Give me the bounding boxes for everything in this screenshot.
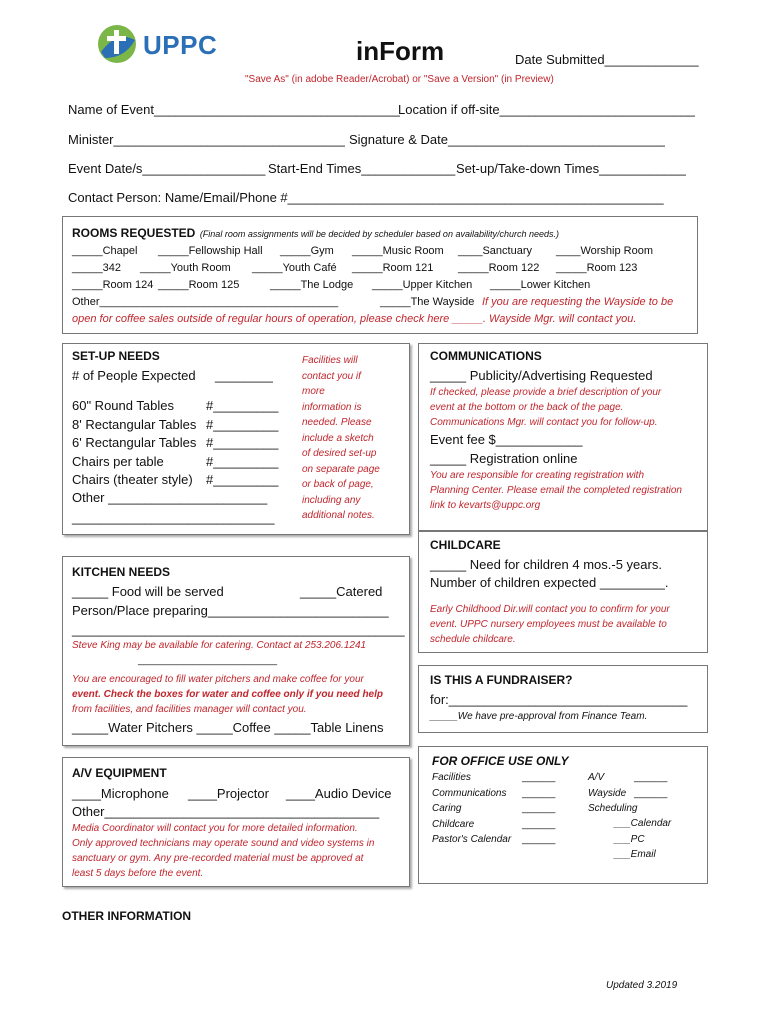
food-served-checkbox[interactable]: _____ Food will be served xyxy=(72,584,224,599)
childcare-need-checkbox[interactable]: _____ Need for children 4 mos.-5 years. xyxy=(430,557,662,572)
kitchen-note-1: You are encouraged to fill water pitchers and make coffee for your xyxy=(72,674,364,685)
setup-heading: SET-UP NEEDS xyxy=(72,349,160,363)
room-checkbox[interactable]: _____Room 125 xyxy=(158,279,240,291)
event-dates-field[interactable]: Event Date/s_________________ xyxy=(68,161,266,176)
start-end-field[interactable]: Start-End Times_____________ xyxy=(268,161,456,176)
room-checkbox[interactable]: _____Chapel xyxy=(72,245,138,257)
office-dept-field[interactable]: ______ xyxy=(634,787,668,799)
comm-note-line: Planning Center. Please email the completed registration xyxy=(430,485,682,496)
room-checkbox[interactable]: _____Music Room xyxy=(352,245,444,257)
setup-item-label: Chairs per table xyxy=(72,453,164,469)
room-checkbox[interactable]: ____Sanctuary xyxy=(458,245,532,257)
office-dept-label: A/V xyxy=(588,772,605,783)
office-dept-field[interactable]: ______ xyxy=(522,787,556,799)
av-note-line: least 5 days before the event. xyxy=(72,868,204,879)
comm-note-line: If checked, please provide a brief description of your xyxy=(430,387,662,398)
minister-field[interactable]: Minister________________________________ xyxy=(68,132,345,147)
setup-item-label: Chairs (theater style) xyxy=(72,472,193,487)
setup-other-line[interactable]: ____________________________ xyxy=(72,510,275,525)
av-other-field[interactable]: Other______________________________________ xyxy=(72,804,380,819)
comm-note-line: You are responsible for creating registration with xyxy=(430,470,645,481)
cross-logo-icon xyxy=(95,22,139,66)
rooms-note: (Final room assignments will be decided by scheduler based on availability/church needs.) xyxy=(199,229,559,239)
form-title: inForm xyxy=(356,36,445,66)
date-submitted[interactable]: Date Submitted_____________ xyxy=(515,52,699,67)
office-sched-field[interactable]: ___Calendar xyxy=(614,818,672,829)
rooms-other[interactable]: Other_______________________________________ xyxy=(72,296,339,308)
setup-takedown-field[interactable]: Set-up/Take-down Times____________ xyxy=(456,161,686,176)
people-expected-field[interactable]: ________ xyxy=(215,368,273,383)
facilities-note-line: on separate page xyxy=(302,463,380,475)
steve-line: _________________________ xyxy=(138,655,278,666)
kitchen-note-2: event. Check the boxes for water and coffee only if you need help xyxy=(72,689,384,700)
office-dept-label: Facilities xyxy=(432,772,471,783)
setup-item-label: 60" Round Tables xyxy=(72,398,174,413)
office-dept-label: Childcare xyxy=(432,818,475,830)
rooms-heading-line xyxy=(72,224,559,242)
facilities-note-line: of desired set-up xyxy=(302,448,377,459)
location-field[interactable]: Location if off-site___________________________ xyxy=(398,102,695,117)
fundraiser-approval[interactable]: _____We have pre-approval from Finance Team. xyxy=(430,711,648,722)
room-checkbox[interactable]: _____Gym xyxy=(280,245,334,257)
av-note-line: Media Coordinator will contact you for more detailed information. xyxy=(72,823,358,834)
setup-item-field[interactable]: #_________ xyxy=(206,398,279,413)
room-checkbox[interactable]: _____342 xyxy=(72,262,121,274)
facilities-note-line: information is xyxy=(302,401,362,413)
room-checkbox[interactable]: ____Worship Room xyxy=(556,245,654,257)
room-checkbox[interactable]: _____Youth Room xyxy=(140,262,231,274)
catered-checkbox[interactable]: _____Catered xyxy=(300,584,383,599)
room-checkbox[interactable]: _____Room 122 xyxy=(458,262,540,274)
office-dept-label: Scheduling xyxy=(588,803,638,814)
office-dept-field[interactable]: ______ xyxy=(522,803,556,814)
room-checkbox[interactable]: _____Room 121 xyxy=(352,262,434,274)
facilities-note-line: additional notes. xyxy=(302,510,375,521)
person-preparing-field[interactable]: Person/Place preparing_________________________ xyxy=(72,603,389,618)
room-checkbox[interactable]: _____Room 123 xyxy=(556,262,638,274)
office-dept-label: Caring xyxy=(432,803,462,814)
kitchen-note-3: from facilities, and facilities manager will contact you. xyxy=(72,704,307,715)
other-information-heading: OTHER INFORMATION xyxy=(62,909,192,923)
room-checkbox[interactable]: _____Room 124 xyxy=(72,279,154,291)
office-dept-field[interactable]: ______ xyxy=(634,772,668,783)
wayside-note-2: open for coffee sales outside of regular hours of operation, please check here _____. Wayside Mgr. will contact you. xyxy=(72,313,637,325)
office-dept-field[interactable]: ______ xyxy=(522,818,556,830)
projector-checkbox[interactable]: ____Projector xyxy=(188,786,269,801)
wayside-note-1: If you are requesting the Wayside to be xyxy=(482,296,674,308)
av-heading: A/V EQUIPMENT xyxy=(72,766,167,780)
facilities-note-line: or back of page, xyxy=(302,479,374,490)
save-note: "Save As" (in adobe Reader/Acrobat) or "Save a Version" (in Preview) xyxy=(245,74,554,85)
av-note-line: Only approved technicians may operate sound and video systems in xyxy=(72,838,375,849)
signature-field[interactable]: Signature & Date______________________________ xyxy=(349,132,665,147)
communications-heading: COMMUNICATIONS xyxy=(430,349,542,363)
kitchen-line[interactable]: ______________________________________________ xyxy=(72,622,405,637)
childcare-note-line: event. UPPC nursery employees must be available to xyxy=(430,619,667,630)
comm-note-line: event at the bottom or the back of the page. xyxy=(430,402,624,413)
office-dept-label: Pastor's Calendar xyxy=(432,834,512,845)
setup-item-field[interactable]: #_________ xyxy=(206,435,279,450)
facilities-note-line: more xyxy=(302,386,325,397)
office-sched-field[interactable]: ___Email xyxy=(614,849,656,860)
steve-note: Steve King may be available for catering. Contact at 253.206.1241 xyxy=(72,640,367,651)
event-fee-field[interactable]: Event fee $____________ xyxy=(430,432,583,447)
room-checkbox[interactable]: _____The Lodge xyxy=(270,279,354,291)
audio-device-checkbox[interactable]: ____Audio Device xyxy=(286,786,392,801)
room-checkbox[interactable]: _____Lower Kitchen xyxy=(490,279,591,291)
fundraiser-for-field[interactable]: for:_________________________________ xyxy=(430,692,688,707)
facilities-note-line: contact you if xyxy=(302,370,361,382)
setup-item-label: 6' Rectangular Tables xyxy=(72,435,197,450)
childcare-heading: CHILDCARE xyxy=(430,538,501,552)
room-checkbox[interactable]: _____Fellowship Hall xyxy=(158,245,263,257)
room-checkbox[interactable]: _____Youth Café xyxy=(252,262,337,274)
microphone-checkbox[interactable]: ____Microphone xyxy=(72,786,169,801)
comm-note-line: Communications Mgr. will contact you for follow-up. xyxy=(430,417,658,428)
kitchen-heading: KITCHEN NEEDS xyxy=(72,565,171,579)
kitchen-items[interactable]: _____Water Pitchers _____Coffee _____Table Linens xyxy=(72,720,384,735)
setup-other-field[interactable]: Other ______________________ xyxy=(72,490,268,505)
av-note-line: sanctuary or gym. Any pre-recorded material must be approved at xyxy=(72,853,364,864)
comm-note-line: link to kevarts@uppc.org xyxy=(430,500,541,511)
facilities-note-line: Facilities will xyxy=(302,355,358,366)
setup-item-field[interactable]: #_________ xyxy=(206,472,279,487)
setup-item-field[interactable]: #_________ xyxy=(206,416,279,432)
facilities-note-line: including any xyxy=(302,494,361,506)
logo xyxy=(95,22,225,66)
office-dept-label: Wayside xyxy=(588,787,627,799)
setup-item-field[interactable]: #_________ xyxy=(206,453,279,469)
name-of-event-field[interactable]: Name of Event__________________________________ xyxy=(68,102,400,117)
facilities-note-line: include a sketch xyxy=(302,432,374,444)
rooms-heading: ROOMS REQUESTED xyxy=(72,226,196,240)
childcare-note-line: Early Childhood Dir.will contact you to confirm for your xyxy=(430,604,670,615)
contact-field[interactable]: Contact Person: Name/Email/Phone #____________________________________________________ xyxy=(68,190,664,205)
office-dept-field[interactable]: ______ xyxy=(522,834,556,845)
childcare-note-line: schedule childcare. xyxy=(430,634,516,645)
office-dept-field[interactable]: ______ xyxy=(522,772,556,783)
childcare-number-field[interactable]: Number of children expected _________. xyxy=(430,575,669,590)
updated-date: Updated 3.2019 xyxy=(606,980,678,991)
rooms-wayside[interactable]: _____The Wayside xyxy=(380,296,475,308)
logo-text: UPPC xyxy=(143,30,218,60)
facilities-note-line: needed. Please xyxy=(302,417,372,428)
registration-checkbox[interactable]: _____ Registration online xyxy=(430,451,578,466)
publicity-checkbox[interactable]: _____ Publicity/Advertising Requested xyxy=(430,368,653,383)
office-sched-field[interactable]: ___PC xyxy=(614,833,645,845)
office-dept-label: Communications xyxy=(432,787,507,799)
room-checkbox[interactable]: _____Upper Kitchen xyxy=(372,279,473,291)
fundraiser-heading: IS THIS A FUNDRAISER? xyxy=(430,673,573,687)
office-heading: FOR OFFICE USE ONLY xyxy=(432,754,569,768)
people-expected-label: # of People Expected xyxy=(72,368,196,383)
setup-item-label: 8' Rectangular Tables xyxy=(72,416,197,432)
